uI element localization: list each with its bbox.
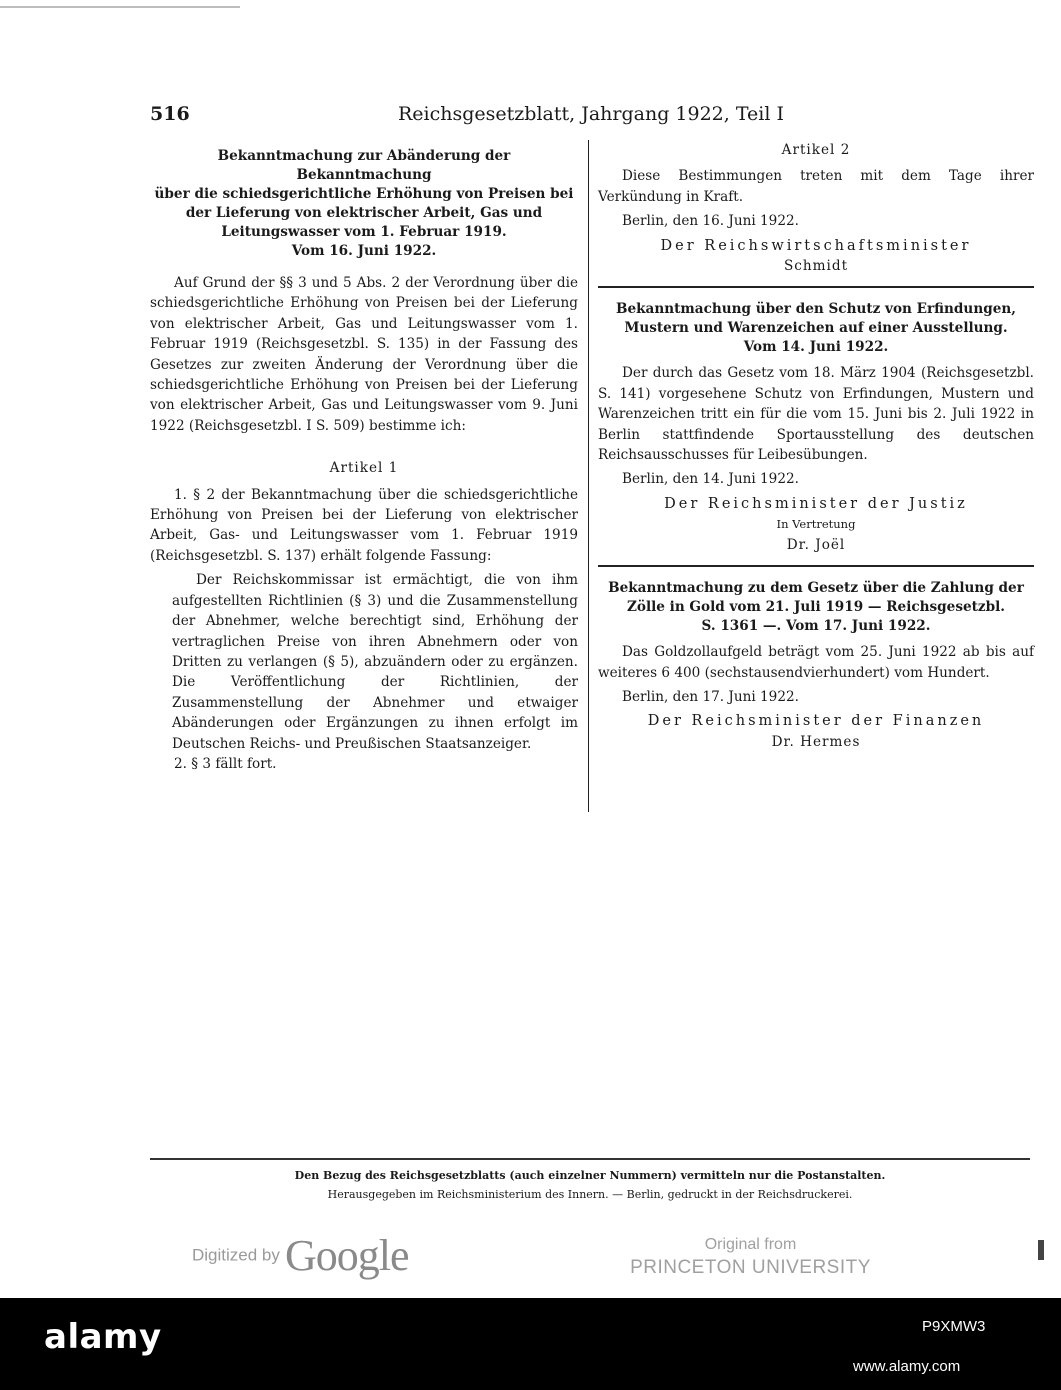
digitized-label: Digitized by: [192, 1245, 280, 1265]
right-column: [598, 140, 1034, 752]
signature2-office: Der Reichsminister der Justiz: [664, 495, 968, 512]
column-divider: [588, 140, 589, 812]
top-edge-line: [0, 6, 240, 8]
notice3-text: Das Goldzollaufgeld beträgt vom 25. Juni 1922 ab bis auf weiteres 6 400 (sechstausendvierhundert) vom Hundert.: [598, 644, 1034, 681]
page-footer: [150, 1166, 1030, 1204]
notice1-heading-line: der Lieferung von elektrischer Arbeit, Gas und: [185, 205, 543, 221]
signature2-name: Dr. Joël: [786, 536, 846, 553]
section-separator: [598, 286, 1034, 288]
notice3-heading-line: Zölle in Gold vom 21. Juli 1919 — Reichsgesetzbl.: [626, 599, 1006, 616]
notice2-heading-line: Bekanntmachung über den Schutz von Erfindungen,: [616, 301, 1016, 318]
signature1-office: Der Reichswirtschaftsminister: [660, 237, 972, 254]
page-header: [150, 103, 920, 129]
scan-edge-mark: [1038, 1240, 1044, 1260]
alamy-logo: alamy: [44, 1317, 162, 1357]
signature1-name: Schmidt: [783, 258, 849, 275]
article2-title: Artikel 2: [781, 142, 851, 158]
signature3-office: Der Reichsminister der Finanzen: [647, 713, 985, 730]
google-logo: Google: [284, 1231, 409, 1280]
notice1-heading-line: Leitungswasser vom 1. Februar 1919.: [221, 224, 507, 240]
notice1-heading-date: Vom 16. Juni 1922.: [291, 243, 437, 259]
article1-paragraph-2: 2. § 3 fällt fort.: [174, 755, 277, 772]
notice2-heading-line: Mustern und Warenzeichen auf einer Ausstellung.: [624, 320, 1008, 337]
stock-url: www.alamy.com: [853, 1358, 961, 1375]
notice3-heading: [598, 579, 1034, 636]
footer-rule: [150, 1158, 1030, 1160]
section-separator: [598, 565, 1034, 567]
original-from-watermark: [628, 1234, 873, 1280]
signature1-place-date: Berlin, den 16. Juni 1922.: [622, 213, 799, 230]
notice1-heading-line: über die schiedsgerichtliche Erhöhung von Preisen bei: [154, 186, 574, 202]
article1-quoted-text: Der Reichskommissar ist ermächtigt, die von ihm aufgestellten Richtlinien (§ 3) und die Zusammenstellung der Abnehmer, welche berechtigt sind, Erhöhung der vertraglichen Preise von ihren Abnehmern oder von Dritten zu verlangen (§ 5), abzuändern oder zu ergänzen. Die Veröffentlichung der Richtlinien, der Zusammenstellung der Abnehmer und etwaiger Abänderungen oder Ergänzungen zu ihnen erfolgt im Deutschen Reichs- und Preußischen Staatsanzeiger.: [172, 572, 578, 752]
page-number: 516: [150, 103, 190, 125]
running-title: Reichsgesetzblatt, Jahrgang 1922, Teil I: [398, 103, 784, 125]
article1-paragraph-1: 1. § 2 der Bekanntmachung über die schiedsgerichtliche Erhöhung von Preisen bei der Lieferung von elektrischer Arbeit, Gas- und Leitungswasser vom 1. Februar 1919 (Reichsgesetzbl. S. 137) erhält folgende Fassung:: [150, 486, 578, 564]
signature3-name: Dr. Hermes: [771, 733, 861, 750]
notice3-heading-date: S. 1361 —. Vom 17. Juni 1922.: [701, 618, 931, 635]
original-university: PRINCETON UNIVERSITY: [630, 1257, 871, 1278]
stock-image-id: P9XMW3: [922, 1318, 986, 1335]
left-column: [150, 147, 578, 774]
digitized-by-watermark: [192, 1230, 409, 1280]
signature2-substitute-label: In Vertretung: [776, 517, 856, 532]
notice2-heading-date: Vom 14. Juni 1922.: [743, 339, 889, 356]
notice2-heading: [598, 300, 1034, 357]
footer-line-2: Herausgegeben im Reichsministerium des Innern. — Berlin, gedruckt in der Reichsdruckerei.: [327, 1188, 853, 1201]
footer-line-1: Den Bezug des Reichsgesetzblatts (auch einzelner Nummern) vermitteln nur die Postanstalten.: [294, 1169, 886, 1182]
notice1-heading: [150, 147, 578, 261]
notice2-text: Der durch das Gesetz vom 18. März 1904 (Reichsgesetzbl. S. 141) vorgesehene Schutz von Erfindungen, Mustern und Warenzeichen tritt ein für die vom 15. Juni bis 2. Juli 1922 in Berlin stattfindende Sportausstellung des deutschen Reichsausschusses für Leibesübungen.: [598, 365, 1034, 464]
notice1-heading-line: Bekanntmachung zur Abänderung der Bekanntmachung: [217, 148, 511, 183]
notice3-heading-line: Bekanntmachung zu dem Gesetz über die Zahlung der: [608, 580, 1024, 597]
notice1-intro: Auf Grund der §§ 3 und 5 Abs. 2 der Verordnung über die schiedsgerichtliche Erhöhung von Preisen bei der Lieferung von elektrischer Arbeit, Gas und Leitungswasser vom 1. Februar 1919 (Reichsgesetzbl. S. 135) in der Fassung des Gesetzes zur zweiten Änderung der Verordnung über die schiedsgerichtliche Erhöhung von Preisen bei der Lieferung von elektrischer Arbeit, Gas und Leitungswasser vom 9. Juni 1922 (Reichsgesetzbl. I S. 509) bestimme ich:: [150, 275, 578, 434]
signature2-place-date: Berlin, den 14. Juni 1922.: [622, 471, 799, 488]
article1-title: Artikel 1: [329, 460, 399, 477]
signature3-place-date: Berlin, den 17. Juni 1922.: [622, 688, 799, 705]
original-label: Original from: [704, 1236, 797, 1253]
article2-text: Diese Bestimmungen treten mit dem Tage ihrer Verkündung in Kraft.: [598, 168, 1034, 205]
